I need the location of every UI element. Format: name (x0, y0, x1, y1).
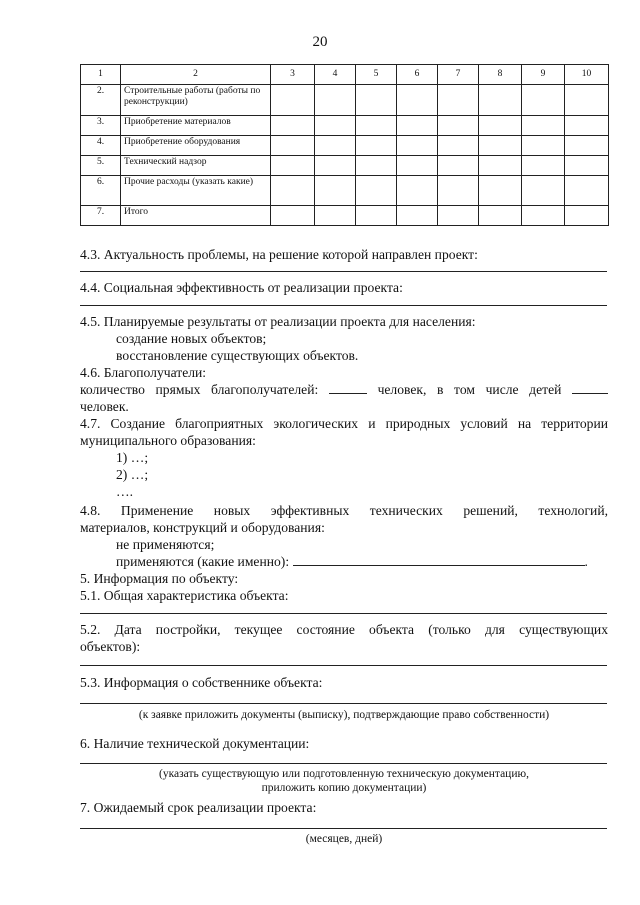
table-row (81, 156, 609, 176)
answer-line (80, 613, 607, 614)
table-row (81, 116, 609, 136)
empty-cell (356, 85, 397, 116)
list-item: 1) …; (116, 450, 149, 465)
answer-line (80, 305, 607, 306)
section-4-8: 4.8. Применение новых эффективных технических решений, технологий, (80, 503, 608, 518)
table-header-cell: 8 (479, 65, 522, 85)
table-header-row (81, 65, 609, 85)
persons-word: человек. (80, 399, 129, 414)
table-row (81, 206, 609, 226)
empty-cell (315, 136, 356, 156)
table-row (81, 136, 609, 156)
table-header-cell: 3 (271, 65, 315, 85)
row-number: 2. (81, 85, 121, 116)
row-label: Прочие расходы (указать какие) (121, 176, 271, 206)
table-header-cell: 2 (121, 65, 271, 85)
answer-line (80, 665, 607, 666)
section-7: 7. Ожидаемый срок реализации проекта: (80, 800, 317, 815)
empty-cell (438, 85, 479, 116)
empty-cell (315, 116, 356, 136)
answer-line (80, 763, 607, 764)
row-number: 4. (81, 136, 121, 156)
answer-line (80, 703, 607, 704)
empty-cell (522, 176, 565, 206)
table-header-cell: 9 (522, 65, 565, 85)
empty-cell (397, 85, 438, 116)
table-header-cell: 10 (565, 65, 609, 85)
empty-cell (565, 136, 609, 156)
empty-cell (271, 136, 315, 156)
section-4-3: 4.3. Актуальность проблемы, на решение которой направлен проект: (80, 247, 478, 262)
option-restore-objects: восстановление существующих объектов. (116, 348, 359, 363)
empty-cell (315, 176, 356, 206)
section-4-7-continued: муниципального образования: (80, 433, 256, 448)
empty-cell (438, 116, 479, 136)
empty-cell (438, 176, 479, 206)
section-6: 6. Наличие технической документации: (80, 736, 310, 751)
answer-line (80, 271, 607, 272)
table-header-cell: 5 (356, 65, 397, 85)
list-item: …. (116, 484, 133, 499)
section-4-8-continued: материалов, конструкций и оборудования: (80, 520, 325, 535)
row-label: Приобретение оборудования (121, 136, 271, 156)
empty-cell (438, 206, 479, 226)
empty-cell (315, 85, 356, 116)
empty-cell (315, 156, 356, 176)
section-5-2-continued: объектов): (80, 639, 141, 654)
empty-cell (356, 136, 397, 156)
row-label: Приобретение материалов (121, 116, 271, 136)
table-row (81, 176, 609, 206)
empty-cell (479, 206, 522, 226)
empty-cell (397, 176, 438, 206)
empty-cell (565, 156, 609, 176)
empty-cell (397, 136, 438, 156)
applied-blank (293, 553, 585, 566)
empty-cell (271, 156, 315, 176)
row-number: 7. (81, 206, 121, 226)
empty-cell (438, 156, 479, 176)
empty-cell (479, 85, 522, 116)
row-label: Технический надзор (121, 156, 271, 176)
section-4-7: 4.7. Создание благоприятных экологических и природных условий на территории (80, 416, 608, 431)
tech-documents-caption-2: приложить копию документации) (261, 782, 427, 794)
option-applied: применяются (какие именно): . (116, 554, 588, 569)
empty-cell (356, 206, 397, 226)
empty-cell (356, 176, 397, 206)
table-row (81, 85, 609, 116)
row-number: 6. (81, 176, 121, 206)
empty-cell (565, 206, 609, 226)
empty-cell (397, 116, 438, 136)
beneficiaries-line (80, 381, 608, 398)
option-new-objects: создание новых объектов; (116, 331, 267, 346)
children-label: человек, в том числе детей (377, 382, 562, 397)
empty-cell (315, 206, 356, 226)
empty-cell (522, 116, 565, 136)
section-5-1: 5.1. Общая характеристика объекта: (80, 588, 289, 603)
section-4-4: 4.4. Социальная эффективность от реализации проекта: (80, 280, 403, 295)
section-5-3: 5.3. Информация о собственнике объекта: (80, 675, 323, 690)
tech-documents-caption-1: (указать существующую или подготовленную техническую документацию, (159, 768, 529, 780)
empty-cell (522, 136, 565, 156)
empty-cell (397, 206, 438, 226)
beneficiaries-count-label: количество прямых благополучателей: (80, 382, 319, 397)
children-blank (572, 381, 608, 394)
empty-cell (522, 206, 565, 226)
section-4-5: 4.5. Планируемые результаты от реализации проекта для населения: (80, 314, 476, 329)
row-number: 5. (81, 156, 121, 176)
option-applied-label: применяются (какие именно): (116, 554, 290, 569)
empty-cell (479, 176, 522, 206)
page-number: 20 (312, 34, 328, 50)
beneficiaries-blank (329, 381, 367, 394)
empty-cell (271, 85, 315, 116)
empty-cell (271, 116, 315, 136)
empty-cell (565, 116, 609, 136)
empty-cell (479, 156, 522, 176)
section-5: 5. Информация по объекту: (80, 571, 239, 586)
empty-cell (271, 176, 315, 206)
table-header-cell: 4 (315, 65, 356, 85)
budget-table (80, 64, 609, 226)
empty-cell (522, 156, 565, 176)
row-number: 3. (81, 116, 121, 136)
empty-cell (438, 136, 479, 156)
table-header-cell: 7 (438, 65, 479, 85)
section-5-2: 5.2. Дата постройки, текущее состояние объекта (только для существующих (80, 622, 608, 637)
empty-cell (397, 156, 438, 176)
empty-cell (356, 156, 397, 176)
answer-line (80, 828, 607, 829)
empty-cell (565, 85, 609, 116)
empty-cell (522, 85, 565, 116)
table-header-cell: 1 (81, 65, 121, 85)
empty-cell (565, 176, 609, 206)
row-label: Строительные работы (работы по реконструкции) (121, 85, 271, 116)
option-not-applied: не применяются; (116, 537, 215, 552)
table-header-cell: 6 (397, 65, 438, 85)
list-item: 2) …; (116, 467, 149, 482)
empty-cell (356, 116, 397, 136)
section-4-6: 4.6. Благополучатели: (80, 365, 207, 380)
row-label: Итого (121, 206, 271, 226)
owner-documents-caption: (к заявке приложить документы (выписку), подтверждающие право собственности) (138, 709, 550, 721)
empty-cell (271, 206, 315, 226)
term-caption: (месяцев, дней) (305, 833, 383, 845)
empty-cell (479, 116, 522, 136)
empty-cell (479, 136, 522, 156)
